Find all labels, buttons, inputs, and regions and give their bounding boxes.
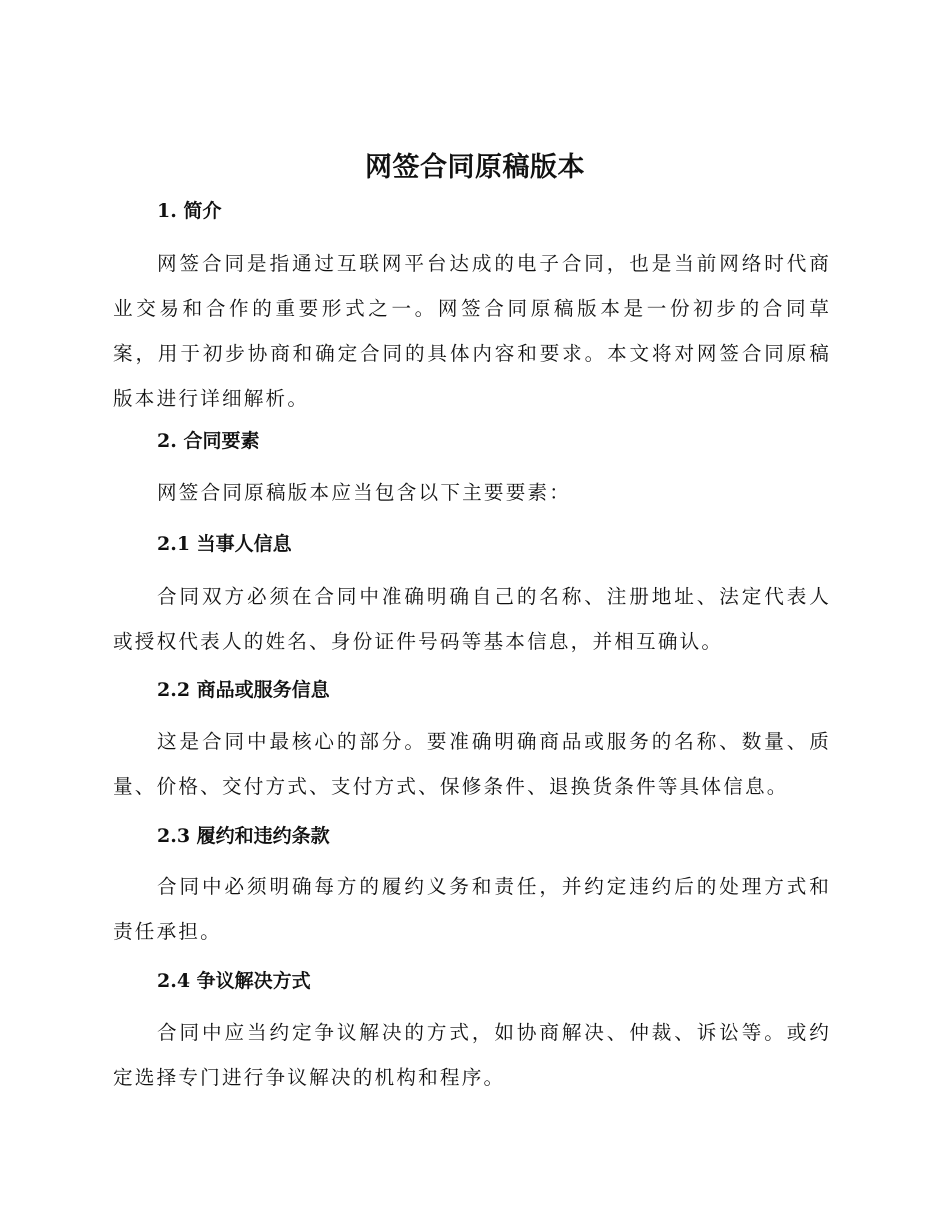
section-heading-dispute-resolution: 2.4 争议解决方式 xyxy=(157,970,311,992)
section-paragraph-goods-services: 这是合同中最核心的部分。要准确明确商品或服务的名称、数量、质量、价格、交付方式、支付方式、保修条件、退换货条件等具体信息。 xyxy=(113,730,831,798)
section-heading-performance-breach: 2.3 履约和违约条款 xyxy=(157,825,330,847)
document-title: 网签合同原稿版本 xyxy=(365,152,585,183)
section-heading-party-info: 2.1 当事人信息 xyxy=(157,533,292,555)
section-paragraph-party-info: 合同双方必须在合同中准确明确自己的名称、注册地址、法定代表人或授权代表人的姓名、身份证件号码等基本信息，并相互确认。 xyxy=(113,585,831,653)
section-heading-intro: 1. 简介 xyxy=(157,200,222,222)
section-paragraph-performance-breach: 合同中必须明确每方的履约义务和责任，并约定违约后的处理方式和责任承担。 xyxy=(113,875,831,943)
section-paragraph-dispute-resolution: 合同中应当约定争议解决的方式，如协商解决、仲裁、诉讼等。或约定选择专门进行争议解决的机构和程序。 xyxy=(113,1021,831,1089)
section-heading-contract-elements: 2. 合同要素 xyxy=(157,430,260,452)
section-paragraph-intro: 网签合同是指通过互联网平台达成的电子合同，也是当前网络时代商业交易和合作的重要形式之一。网签合同原稿版本是一份初步的合同草案，用于初步协商和确定合同的具体内容和要求。本文将对网签合同原稿版本进行详细解析。 xyxy=(113,252,831,410)
section-paragraph-contract-elements: 网签合同原稿版本应当包含以下主要要素： xyxy=(157,481,572,504)
section-heading-goods-services: 2.2 商品或服务信息 xyxy=(157,679,330,701)
